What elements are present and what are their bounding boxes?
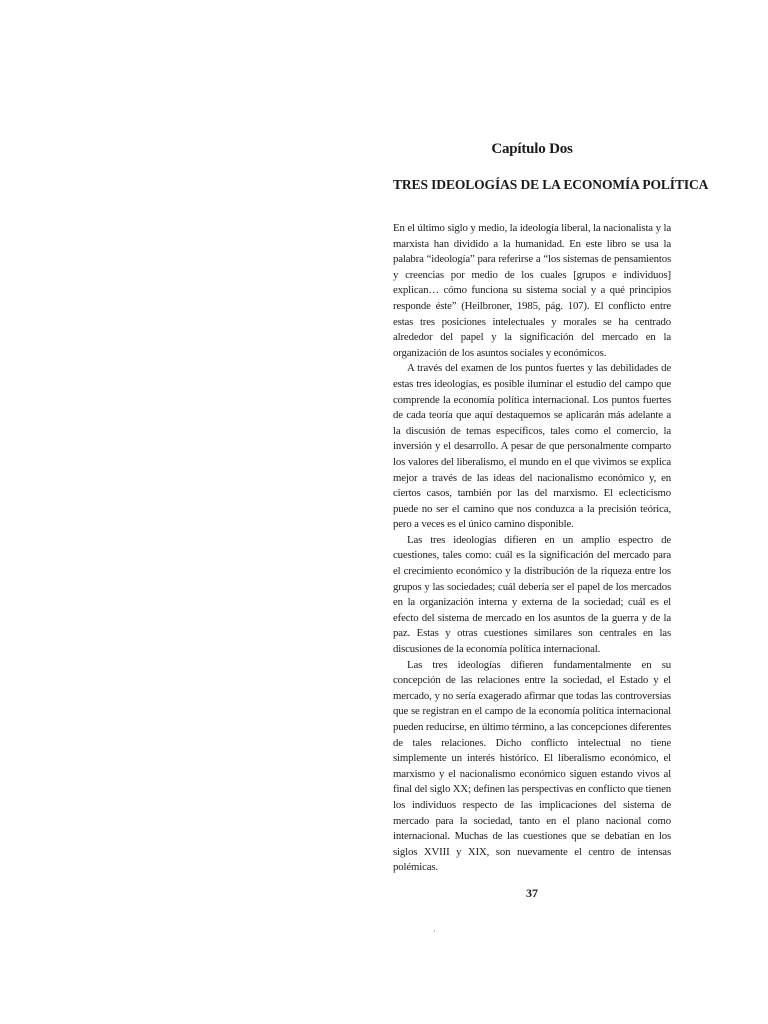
paragraph-4: Las tres ideologías difieren fundamentalmente en su concepción de las relaciones entre la sociedad, el Estado y el mercado, y no sería exagerado afirmar que todas las controversias que se registran en el campo de la economía política internacional pueden reducirse, en último término, a las concepciones diferentes de tales relaciones. Dicho conflicto intelectual no tiene simplemente un interés histórico. El liberalismo económico, el marxismo y el nacionalismo económico siguen estando vivos al final del siglo XX; definen las perspectivas en conflicto que tienen los individuos respecto de las implicaciones del sistema de mercado para la sociedad, tanto en el plano nacional como internacional. Muchas de las cuestiones que se debatían en los siglos XVIII y XIX, son nuevamente el centro de intensas polémicas. bbox=[393, 658, 671, 874]
scan-speck bbox=[434, 930, 435, 932]
paragraph-1: En el último siglo y medio, la ideología liberal, la nacionalista y la marxista han dividido a la humanidad. En este libro se usa la palabra “ideología” para referirse a “los sistemas de pensamientos y creencias por medio de los cuales [grupos e individuos] explican… cómo funciona su sistema social y a qué principios responde éste” (Heilbroner, 1985, pág. 107). El conflicto entre estas tres posiciones intelectuales y morales se ha centrado alrededor del papel y la significación del mercado en la organización de los asuntos sociales y económicos. bbox=[393, 222, 671, 359]
page-number: 37 bbox=[526, 886, 538, 900]
body-text bbox=[393, 221, 671, 876]
chapter-label: Capítulo Dos bbox=[491, 141, 573, 157]
paragraph-3: Las tres ideologías difieren en un amplio espectro de cuestiones, tales como: cuál es la significación del mercado para el crecimiento económico y la distribución de la riqueza entre los grupos y las sociedades; cuál debería ser el papel de los mercados en la organización interna y externa de la sociedad; cuál es el efecto del sistema de mercado en los asuntos de la guerra y de la paz. Estas y otras cuestiones similares son centrales en las discusiones de la economía política internacional. bbox=[393, 533, 671, 656]
paragraph-2: A través del examen de los puntos fuertes y las debilidades de estas tres ideologías, es posible iluminar el estudio del campo que comprende la economía política internacional. Los puntos fuertes de cada teoría que aquí destaquemos se aplicarán más adelante a la discusión de temas específicos, tales como el comercio, la inversión y el desarrollo. A pesar de que personalmente comparto los valores del liberalismo, el mundo en el que vivimos se explica mejor a través de las ideas del nacionalismo económico y, en ciertos casos, también por las del marxismo. El eclecticismo puede no ser el camino que nos conduzca a la precisión teórica, pero a veces es el único camino disponible. bbox=[393, 362, 671, 531]
chapter-title: TRES IDEOLOGÍAS DE LA ECONOMÍA POLÍTICA bbox=[393, 177, 709, 192]
